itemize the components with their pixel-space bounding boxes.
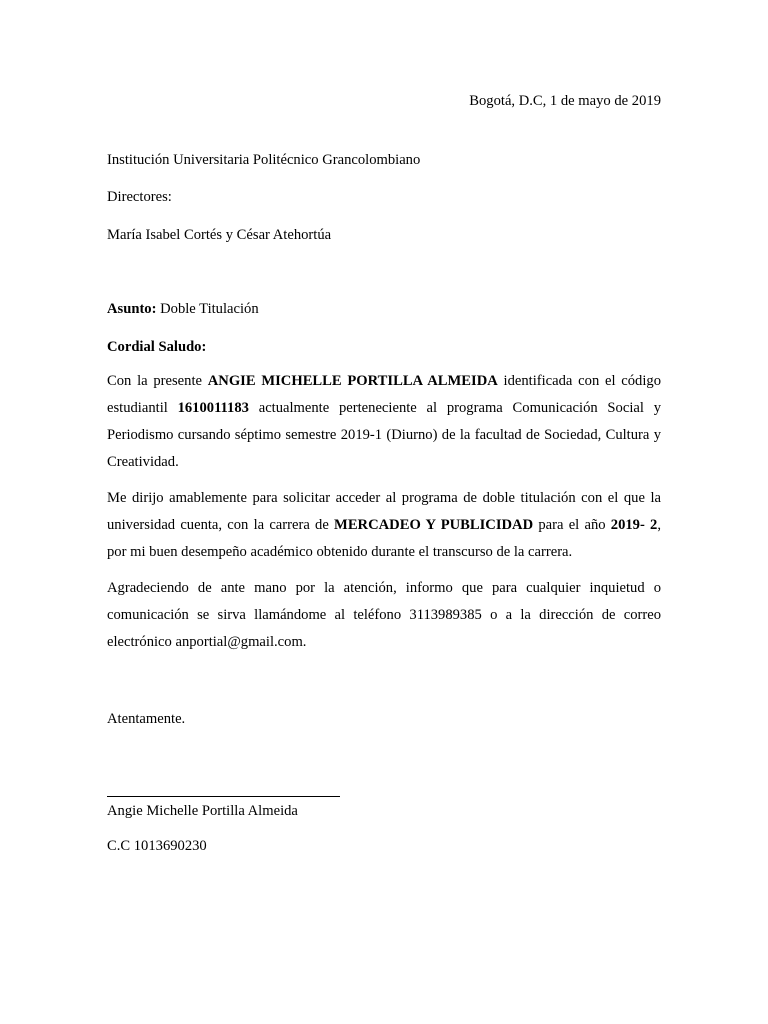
letter-date: Bogotá, D.C, 1 de mayo de 2019 xyxy=(469,93,661,109)
directors-names: María Isabel Cortés y César Atehortúa xyxy=(107,227,332,243)
p2-text-3: , por mi buen desempeño académico obtenido durante el transcurso de la carrera. xyxy=(107,517,661,560)
closing: Atentamente. xyxy=(107,711,186,727)
student-name: ANGIE MICHELLE PORTILLA ALMEIDA xyxy=(207,373,498,389)
paragraph-contact: Agradeciendo de ante mano por la atención, informo que para cualquier inquietud o comunicación se sirva llamándome al teléfono 3113989385 o a la dirección de correo electrónico anportial@gmail.com. xyxy=(107,580,661,650)
subject-value: Doble Titulación xyxy=(156,301,259,317)
p1-text-2: identificada con el código estudiantil xyxy=(107,373,661,416)
subject-label: Asunto: xyxy=(107,301,157,317)
student-code: 1610011183 xyxy=(177,400,249,416)
target-year: 2019- 2 xyxy=(610,517,658,533)
greeting: Cordial Saludo: xyxy=(107,339,207,355)
directors-label: Directores: xyxy=(107,189,172,205)
paragraph-intro xyxy=(107,368,661,476)
signature-id: C.C 1013690230 xyxy=(107,838,207,854)
p2-text-1: Me dirijo amablemente para solicitar acceder al programa de doble titulación con el que la universidad cuenta, con la carrera de xyxy=(107,490,661,533)
p1-text-3: actualmente perteneciente al programa Comunicación Social y Periodismo cursando séptimo semestre 2019-1 (Diurno) de la facultad de Sociedad, Cultura y Creatividad. xyxy=(107,400,661,470)
career-name: MERCADEO Y PUBLICIDAD xyxy=(334,517,534,533)
paragraph-request xyxy=(107,485,661,566)
subject-line xyxy=(107,300,259,318)
signature-line xyxy=(107,796,340,797)
p2-text-2: para el año xyxy=(533,517,611,533)
recipient-institution: Institución Universitaria Politécnico Grancolombiano xyxy=(107,152,421,168)
p1-text-1: Con la presente xyxy=(107,373,208,389)
signature-name: Angie Michelle Portilla Almeida xyxy=(107,803,298,819)
